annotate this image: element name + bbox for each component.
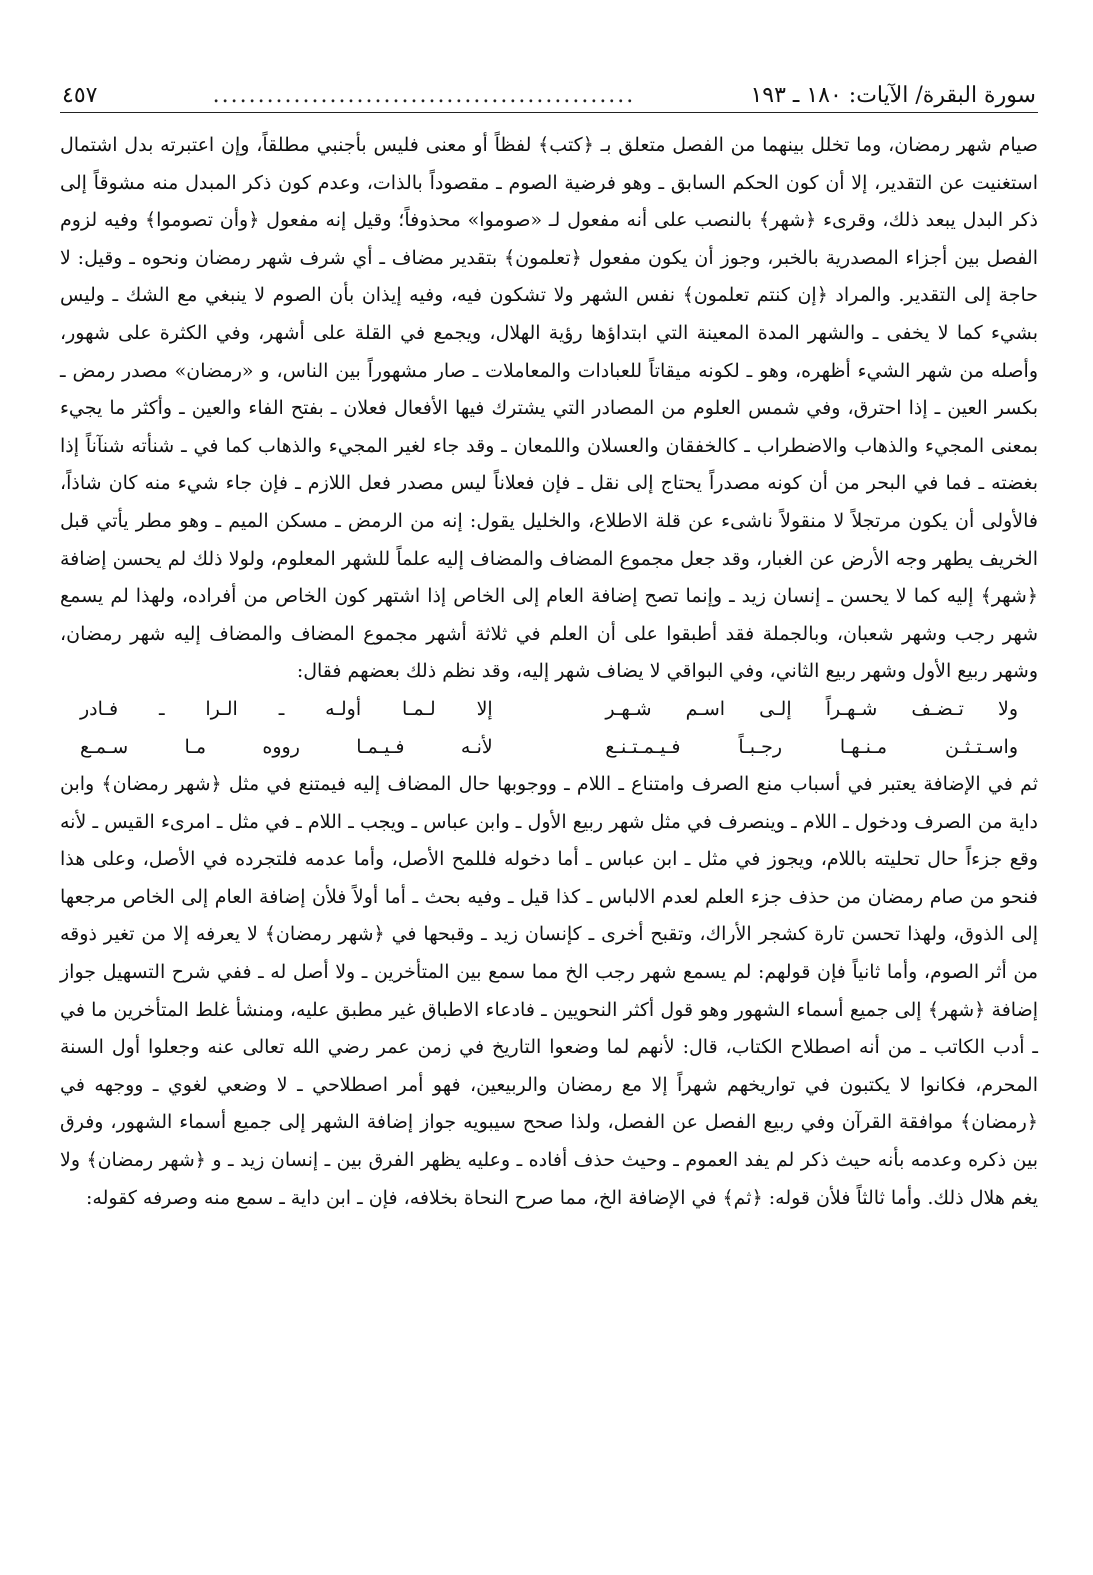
document-page xyxy=(60,68,1038,1558)
poem-word: تـضـف xyxy=(911,697,964,720)
poem-word: شـهـراً xyxy=(825,697,878,720)
paragraph-2: ثم في الإضافة يعتبر في أسباب منع الصرف وامتناع ـ اللام ـ ووجوبها حال المضاف إليه فيمتنع في مثل ﴿شهر رمضان﴾ وابن داية من الصرف ودخول ـ اللام ـ وينصرف في مثل شهر ربيع الأول ـ وابن عباس ـ ويجب ـ اللام ـ في مثل ـ امرىء القيس ـ لأنه وقع جزءاً حال تحليته باللام، ويجوز في مثل ـ ابن عباس ـ أما دخوله فللمح الأصل، وأما عدمه فلتجرده في الأصل، وعلى هذا فنحو من صام رمضان من حذف جزء العلم لعدم الالباس ـ كذا قيل ـ وفيه بحث ـ أما أولاً فلأن إضافة العام إلى الخاص مرجعها إلى الذوق، ولهذا تحسن تارة كشجر الأراك، وتقبح أخرى ـ كإنسان زيد ـ وقبحها في ﴿شهر رمضان﴾ لا يعرفه إلا من تغير ذوقه من أثر الصوم، وأما ثانياً فإن قولهم: لم يسمع شهر رجب الخ مما سمع بين المتأخرين ـ ولا أصل له ـ ففي شرح التسهيل جواز إضافة ﴿شهر﴾ إلى جميع أسماء الشهور وهو قول أكثر النحويين ـ فادعاء الاطباق غير مطبق عليه، ومنشأ غلط المتأخرين ما في ـ أدب الكاتب ـ من أنه اصطلاح الكتاب، قال: لأنهم لما وضعوا التاريخ في زمن عمر رضي الله تعالى عنه وجعلوا أول السنة المحرم، فكانوا لا يكتبون في تواريخهم شهراً إلا مع رمضان والربيعين، فهو أمر اصطلاحي ـ لا وضعي لغوي ـ ووجهه في ﴿رمضان﴾ موافقة القرآن وفي ربيع الفصل عن الفصل، ولذا صحح سيبويه جواز إضافة الشهر إلى جميع أسماء الشهور، وفرق بين ذكره وعدمه بأنه حيث ذكر لم يفد العموم ـ وحيث حذف أفاده ـ وعليه يظهر الفرق بين ـ إنسان زيد ـ و ﴿شهر رمضان﴾ ولا يغم هلال ذلك. وأما ثالثاً فلأن قوله: ﴿ثم﴾ في الإضافة الخ، مما صرح النحاة بخلافه، فإن ـ ابن داية ـ سمع منه وصرفه كقوله: xyxy=(60,773,1038,1209)
poem-word: إلـى xyxy=(759,697,792,720)
poem-word: فـيـمـا xyxy=(356,735,405,758)
poem-word: لـمـا xyxy=(402,697,436,720)
poem-word: رووه xyxy=(262,735,300,758)
poem-word: فـادر xyxy=(80,697,119,720)
poem-word: رجـبـاً xyxy=(738,735,782,758)
poem-line-1-right xyxy=(605,691,1018,729)
poem-line-1-left xyxy=(80,691,493,729)
poem-word: اسـم xyxy=(685,697,726,720)
poem-word: لأنـه xyxy=(460,735,493,758)
poem-word: إلا xyxy=(476,697,493,720)
poem-word: فـيـمـتـنـع xyxy=(605,735,681,758)
poem-word: مـا xyxy=(184,735,207,758)
poem-word: مـنـهـا xyxy=(839,735,888,758)
main-text xyxy=(60,127,1038,1217)
running-header xyxy=(60,68,1038,113)
poem-word: ـ xyxy=(158,697,165,720)
poem xyxy=(60,691,1038,766)
poem-line-1 xyxy=(80,691,1018,729)
page-number: ٤٥٧ xyxy=(62,83,98,108)
poem-line-2-left xyxy=(80,729,493,767)
poem-word: شـهـر xyxy=(605,697,652,720)
poem-word: ولا xyxy=(997,697,1018,720)
poem-word: ـ xyxy=(278,697,285,720)
poem-line-2 xyxy=(80,729,1018,767)
poem-word: أولـه xyxy=(325,697,362,720)
surah-title: سورة البقرة/ الآيات: ١٨٠ ـ ١٩٣ xyxy=(750,83,1036,108)
poem-word: سـمـع xyxy=(80,735,129,758)
poem-word: الـرا xyxy=(205,697,238,720)
poem-line-2-right xyxy=(605,729,1018,767)
paragraph-1: صيام شهر رمضان، وما تخلل بينهما من الفصل متعلق بـ ﴿كتب﴾ لفظاً أو معنى فليس بأجنبي مطلقاً، وإن اعتبرته بدل اشتمال استغنيت عن التقدير، إلا أن كون الحكم السابق ـ وهو فرضية الصوم ـ مقصوداً بالذات، وعدم كون ذكر المبدل منه مشوقاً إلى ذكر البدل يبعد ذلك، وقرىء ﴿شهر﴾ بالنصب على أنه مفعول لـ «صوموا» محذوفاً؛ وقيل إنه مفعول ﴿وأن تصوموا﴾ وفيه لزوم الفصل بين أجزاء المصدرية بالخبر، وجوز أن يكون مفعول ﴿تعلمون﴾ بتقدير مضاف ـ أي شرف شهر رمضان ونحوه ـ وقيل: لا حاجة إلى التقدير. والمراد ﴿إن كنتم تعلمون﴾ نفس الشهر ولا تشكون فيه، وفيه إيذان بأن الصوم لا ينبغي مع الشك ـ وليس بشيء كما لا يخفى ـ والشهر المدة المعينة التي ابتداؤها رؤية الهلال، ويجمع في القلة على أشهر، وفي الكثرة على شهور، وأصله من شهر الشيء أظهره، وهو ـ لكونه ميقاتاً للعبادات والمعاملات ـ صار مشهوراً بين الناس، و «رمضان» مصدر رمض ـ بكسر العين ـ إذا احترق، وفي شمس العلوم من المصادر التي يشترك فيها الأفعال فعلان ـ بفتح الفاء والعين ـ وأكثر ما يجيء بمعنى المجيء والذهاب والاضطراب ـ كالخفقان والعسلان واللمعان ـ وقد جاء لغير المجيء والذهاب كما في ـ شنأته شنآناً إذا بغضته ـ فما في البحر من أن كونه مصدراً يحتاج إلى نقل ـ فإن فعلاناً ليس مصدر فعل اللازم ـ فإن جاء شيء منه كان شاذاً، فالأولى أن يكون مرتجلاً لا منقولاً ناشىء عن قلة الاطلاع، والخليل يقول: إنه من الرمض ـ مسكن الميم ـ وهو مطر يأتي قبل الخريف يطهر وجه الأرض عن الغبار، وقد جعل مجموع المضاف والمضاف إليه علماً للشهر المعلوم، ولولا ذلك لم يحسن إضافة ﴿شهر﴾ إليه كما لا يحسن ـ إنسان زيد ـ وإنما تصح إضافة العام إلى الخاص إذا اشتهر كون الخاص من أفراده، ولهذا لم يسمع شهر رجب وشهر شعبان، وبالجملة فقد أطبقوا على أن العلم في ثلاثة أشهر مجموع المضاف والمضاف إليه شهر رمضان، وشهر ربيع الأول وشهر ربيع الثاني، وفي البواقي لا يضاف شهر إليه، وقد نظم ذلك بعضهم فقال: xyxy=(60,134,1038,683)
poem-word: واسـتـثـن xyxy=(944,735,1018,758)
leader-dots: ............................................... xyxy=(212,83,636,108)
